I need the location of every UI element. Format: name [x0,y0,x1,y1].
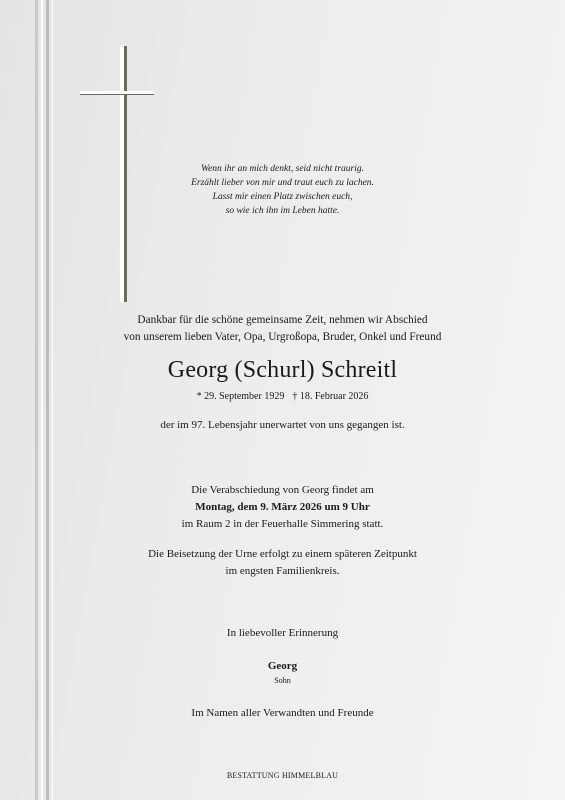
death-date: † 18. Februar 2026 [292,391,369,402]
birth-date: * 29. September 1929 [196,391,285,402]
burial-line: im engsten Familienkreis. [225,565,340,577]
farewell-location: im Raum 2 in der Feuerhalle Simmering statt. [181,518,384,530]
intro-text [0,312,565,346]
poem [0,162,565,218]
life-dates [0,391,565,402]
intro-line: von unserem lieben Vater, Opa, Urgroßopa, Bruder, Onkel und Freund [123,331,442,343]
farewell-line: Die Verabschiedung von Georg findet am [191,484,374,496]
family-text: Im Namen aller Verwandten und Freunde [191,707,374,719]
poem-line: so wie ich ihn im Leben hatte. [225,206,340,216]
poem-line: Wenn ihr an mich denkt, seid nicht traurig. [201,164,364,174]
farewell-datetime: Montag, dem 9. März 2026 um 9 Uhr [195,501,370,513]
burial-info [0,546,565,580]
signer-role: Sohn [274,676,291,685]
age-text: der im 97. Lebensjahr unerwartet von uns gegangen ist. [160,419,405,431]
deceased-name: Georg (Schurl) Schreitl [167,357,398,383]
poem-line: Erzählt lieber von mir und traut euch zu lachen. [191,178,374,188]
poem-line: Lasst mir einen Platz zwischen euch, [212,192,353,202]
funeral-home: BESTATTUNG HIMMELBLAU [226,771,339,780]
farewell-info [0,482,565,533]
intro-line: Dankbar für die schöne gemeinsame Zeit, nehmen wir Abschied [137,314,428,326]
signer-name: Georg [267,660,298,672]
burial-line: Die Beisetzung der Urne erfolgt zu einem späteren Zeitpunkt [148,548,417,560]
memory-text: In liebevoller Erinnerung [226,627,339,639]
